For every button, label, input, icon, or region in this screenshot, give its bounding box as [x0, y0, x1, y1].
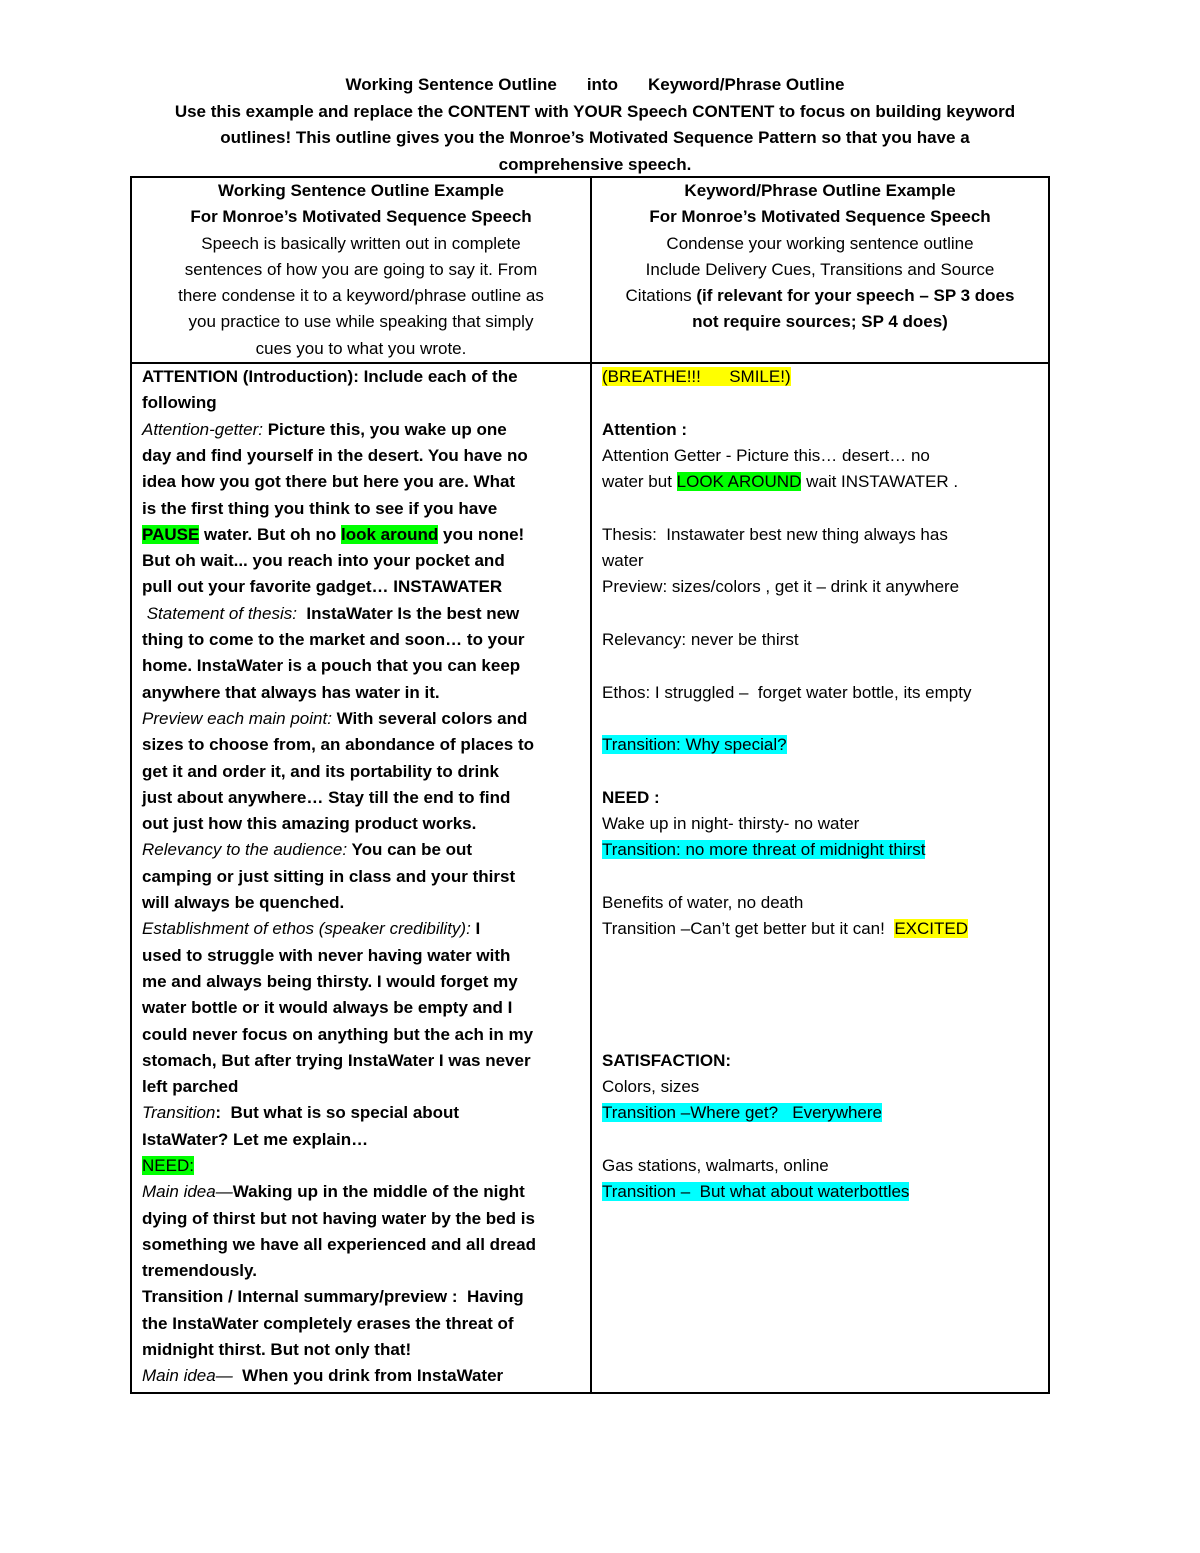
- blank-line: [602, 1022, 1038, 1048]
- keyword-line: Preview: sizes/colors , get it – drink it anywhere: [602, 577, 960, 597]
- outline-line: dying of thirst but not having water by the bed is: [142, 1208, 535, 1228]
- outline-text: When you drink from InstaWater: [232, 1366, 504, 1386]
- keyword-line: Relevancy: never be thirst: [602, 630, 799, 650]
- table-body-row: [131, 363, 1049, 1393]
- keyword-line: [602, 469, 1038, 495]
- blank-line: [602, 601, 1038, 627]
- outline-line: out just how this amazing product works.: [142, 814, 477, 834]
- keyword-line: Thesis: Instawater best new thing always has: [602, 524, 948, 544]
- outline-line: get it and order it, and its portability to drink: [142, 761, 500, 781]
- outline-label: Main idea—: [142, 1182, 233, 1202]
- outline-text: With several colors and: [331, 708, 528, 728]
- right-header-subtitle: For Monroe’s Motivated Sequence Speech: [649, 207, 991, 227]
- outline-line: used to struggle with never having water with: [142, 945, 511, 965]
- outline-label: Relevancy to the audience:: [142, 840, 348, 860]
- document-title: [135, 72, 1055, 99]
- outline-line: me and always being thirsty. I would forget my: [142, 971, 518, 991]
- blank-line: [602, 969, 1038, 995]
- outline-line: [142, 522, 580, 548]
- outline-line: will always be quenched.: [142, 893, 345, 913]
- left-header-desc: Speech is basically written out in complete: [201, 233, 521, 253]
- blank-line: [602, 496, 1038, 522]
- outline-line: the InstaWater completely erases the threat of: [142, 1313, 514, 1333]
- keyword-line: Attention Getter - Picture this… desert… no: [602, 445, 930, 465]
- look-around-cue: LOOK AROUND: [676, 472, 802, 492]
- keyword-outline-cell: [591, 363, 1049, 1393]
- outline-line: [142, 1363, 580, 1389]
- keyword-line: [602, 1179, 1038, 1205]
- outline-line: pull out your favorite gadget… INSTAWATER: [142, 577, 503, 597]
- outline-text: I: [470, 919, 481, 939]
- blank-line: [602, 759, 1038, 785]
- blank-line: [602, 995, 1038, 1021]
- instructions-line-1: Use this example and replace the CONTENT with YOUR Speech CONTENT to focus on building keyword: [174, 101, 1016, 121]
- outline-line: [142, 706, 580, 732]
- outline-line: water bottle or it would always be empty and I: [142, 998, 513, 1018]
- outline-line: Transition / Internal summary/preview : Having: [142, 1287, 524, 1307]
- outline-label: Statement of thesis:: [142, 603, 297, 623]
- outline-line: camping or just sitting in class and your thirst: [142, 866, 516, 886]
- keyword-line: [602, 1100, 1038, 1126]
- left-header-cell: [131, 177, 591, 363]
- outline-line: But oh wait... you reach into your pocket and: [142, 551, 505, 571]
- transition-cue: Transition: Why special?: [602, 735, 787, 755]
- citations-note: (if relevant for your speech – SP 3 does: [696, 286, 1015, 306]
- outline-label: Transition: [142, 1103, 216, 1123]
- outline-line: just about anywhere… Stay till the end to find: [142, 787, 511, 807]
- keyword-text: Transition –Can’t get better but it can!: [602, 919, 895, 939]
- outline-line: could never focus on anything but the ach in my: [142, 1024, 534, 1044]
- document-header: [135, 72, 1055, 178]
- outline-label: Establishment of ethos (speaker credibility):: [142, 919, 471, 939]
- keyword-line: SATISFACTION:: [602, 1050, 732, 1070]
- keyword-line: Attention :: [602, 419, 687, 439]
- keyword-text: wait INSTAWATER .: [801, 472, 959, 492]
- keyword-line: water: [602, 551, 644, 571]
- outline-text: InstaWater Is the best new: [296, 603, 520, 623]
- right-header-desc: [602, 283, 1038, 309]
- outline-line: [142, 601, 580, 627]
- outline-text: you none!: [438, 524, 525, 544]
- excited-cue: EXCITED: [894, 919, 968, 939]
- instructions-line-3: comprehensive speech.: [498, 154, 692, 174]
- keyword-line: Ethos: I struggled – forget water bottle, its empty: [602, 682, 972, 702]
- title-mid: into: [586, 75, 618, 94]
- table-header-row: [131, 177, 1049, 363]
- keyword-line: [602, 732, 1038, 758]
- outline-line: is the first thing you think to see if you have: [142, 498, 498, 518]
- outline-text: Waking up in the middle of the night: [232, 1182, 525, 1202]
- outline-line: [142, 1179, 580, 1205]
- keyword-line: [602, 837, 1038, 863]
- outline-text: : But what is so special about: [215, 1103, 460, 1123]
- working-sentence-outline-cell: [131, 363, 591, 1393]
- right-header-desc: not require sources; SP 4 does): [692, 312, 948, 332]
- transition-cue: Transition – But what about waterbottles: [602, 1182, 910, 1202]
- left-header-desc: cues you to what you wrote.: [255, 338, 467, 358]
- outline-label: Attention-getter:: [142, 419, 263, 439]
- instructions-line-2: outlines! This outline gives you the Monroe’s Motivated Sequence Pattern so that you have a: [220, 128, 970, 147]
- blank-line: [602, 943, 1038, 969]
- citations-label: Citations: [625, 286, 697, 306]
- keyword-text: water but: [602, 472, 677, 492]
- look-around-cue: look around: [340, 524, 439, 544]
- left-header-subtitle: For Monroe’s Motivated Sequence Speech: [190, 207, 532, 227]
- right-header-desc: Include Delivery Cues, Transitions and Source: [645, 259, 995, 279]
- blank-line: [602, 653, 1038, 679]
- keyword-line: Gas stations, walmarts, online: [602, 1155, 829, 1175]
- outline-line: [142, 1153, 580, 1179]
- outline-line: [142, 417, 580, 443]
- right-header-cell: [591, 177, 1049, 363]
- left-header-desc: there condense it to a keyword/phrase outline as: [178, 286, 544, 306]
- transition-cue: Transition –Where get? Everywhere: [602, 1103, 882, 1123]
- outline-line: [142, 916, 580, 942]
- blank-line: [602, 706, 1038, 732]
- outline-line: ATTENTION (Introduction): Include each of the: [142, 367, 518, 387]
- outline-line: [142, 837, 580, 863]
- outline-line: midnight thirst. But not only that!: [142, 1340, 412, 1360]
- outline-table: [130, 176, 1050, 1394]
- title-left: Working Sentence Outline: [345, 75, 557, 94]
- outline-line: stomach, But after trying InstaWater I was never: [142, 1050, 531, 1070]
- blank-line: [602, 864, 1038, 890]
- outline-line: IstaWater? Let me explain…: [142, 1129, 369, 1149]
- outline-line: left parched: [142, 1077, 239, 1097]
- keyword-line: [602, 364, 1038, 390]
- outline-line: something we have all experienced and all dread: [142, 1234, 536, 1254]
- blank-line: [602, 1127, 1038, 1153]
- transition-cue: Transition: no more threat of midnight thirst: [602, 840, 926, 860]
- need-section-label: NEED:: [142, 1155, 194, 1175]
- outline-line: tremendously.: [142, 1261, 257, 1281]
- outline-line: [142, 1100, 580, 1126]
- outline-text: You can be out: [347, 840, 473, 860]
- outline-text: water. But oh no: [199, 524, 341, 544]
- title-right: Keyword/Phrase Outline: [647, 75, 845, 94]
- right-header-title: Keyword/Phrase Outline Example: [684, 181, 956, 200]
- blank-line: [602, 390, 1038, 416]
- left-header-desc: you practice to use while speaking that simply: [188, 312, 534, 332]
- right-header-desc: Condense your working sentence outline: [666, 233, 974, 253]
- outline-line: day and find yourself in the desert. You have no: [142, 445, 528, 465]
- outline-line: anywhere that always has water in it.: [142, 682, 440, 702]
- outline-line: home. InstaWater is a pouch that you can keep: [142, 656, 521, 676]
- outline-line: idea how you got there but here you are. What: [142, 472, 516, 492]
- keyword-line: NEED :: [602, 787, 660, 807]
- outline-line: thing to come to the market and soon… to your: [142, 630, 525, 650]
- breathe-smile-cue: (BREATHE!!! SMILE!): [602, 367, 791, 387]
- left-header-title: Working Sentence Outline Example: [218, 181, 504, 200]
- outline-line: following: [142, 393, 217, 413]
- outline-label: Preview each main point:: [142, 708, 332, 728]
- keyword-line: [602, 916, 1038, 942]
- outline-label: Main idea—: [142, 1366, 233, 1386]
- keyword-line: Colors, sizes: [602, 1077, 700, 1097]
- outline-text: Picture this, you wake up one: [262, 419, 507, 439]
- keyword-line: Wake up in night- thirsty- no water: [602, 814, 860, 834]
- keyword-line: Benefits of water, no death: [602, 893, 804, 913]
- pause-cue: PAUSE: [142, 524, 200, 544]
- outline-line: sizes to choose from, an abondance of places to: [142, 735, 535, 755]
- left-header-desc: sentences of how you are going to say it. From: [184, 259, 538, 279]
